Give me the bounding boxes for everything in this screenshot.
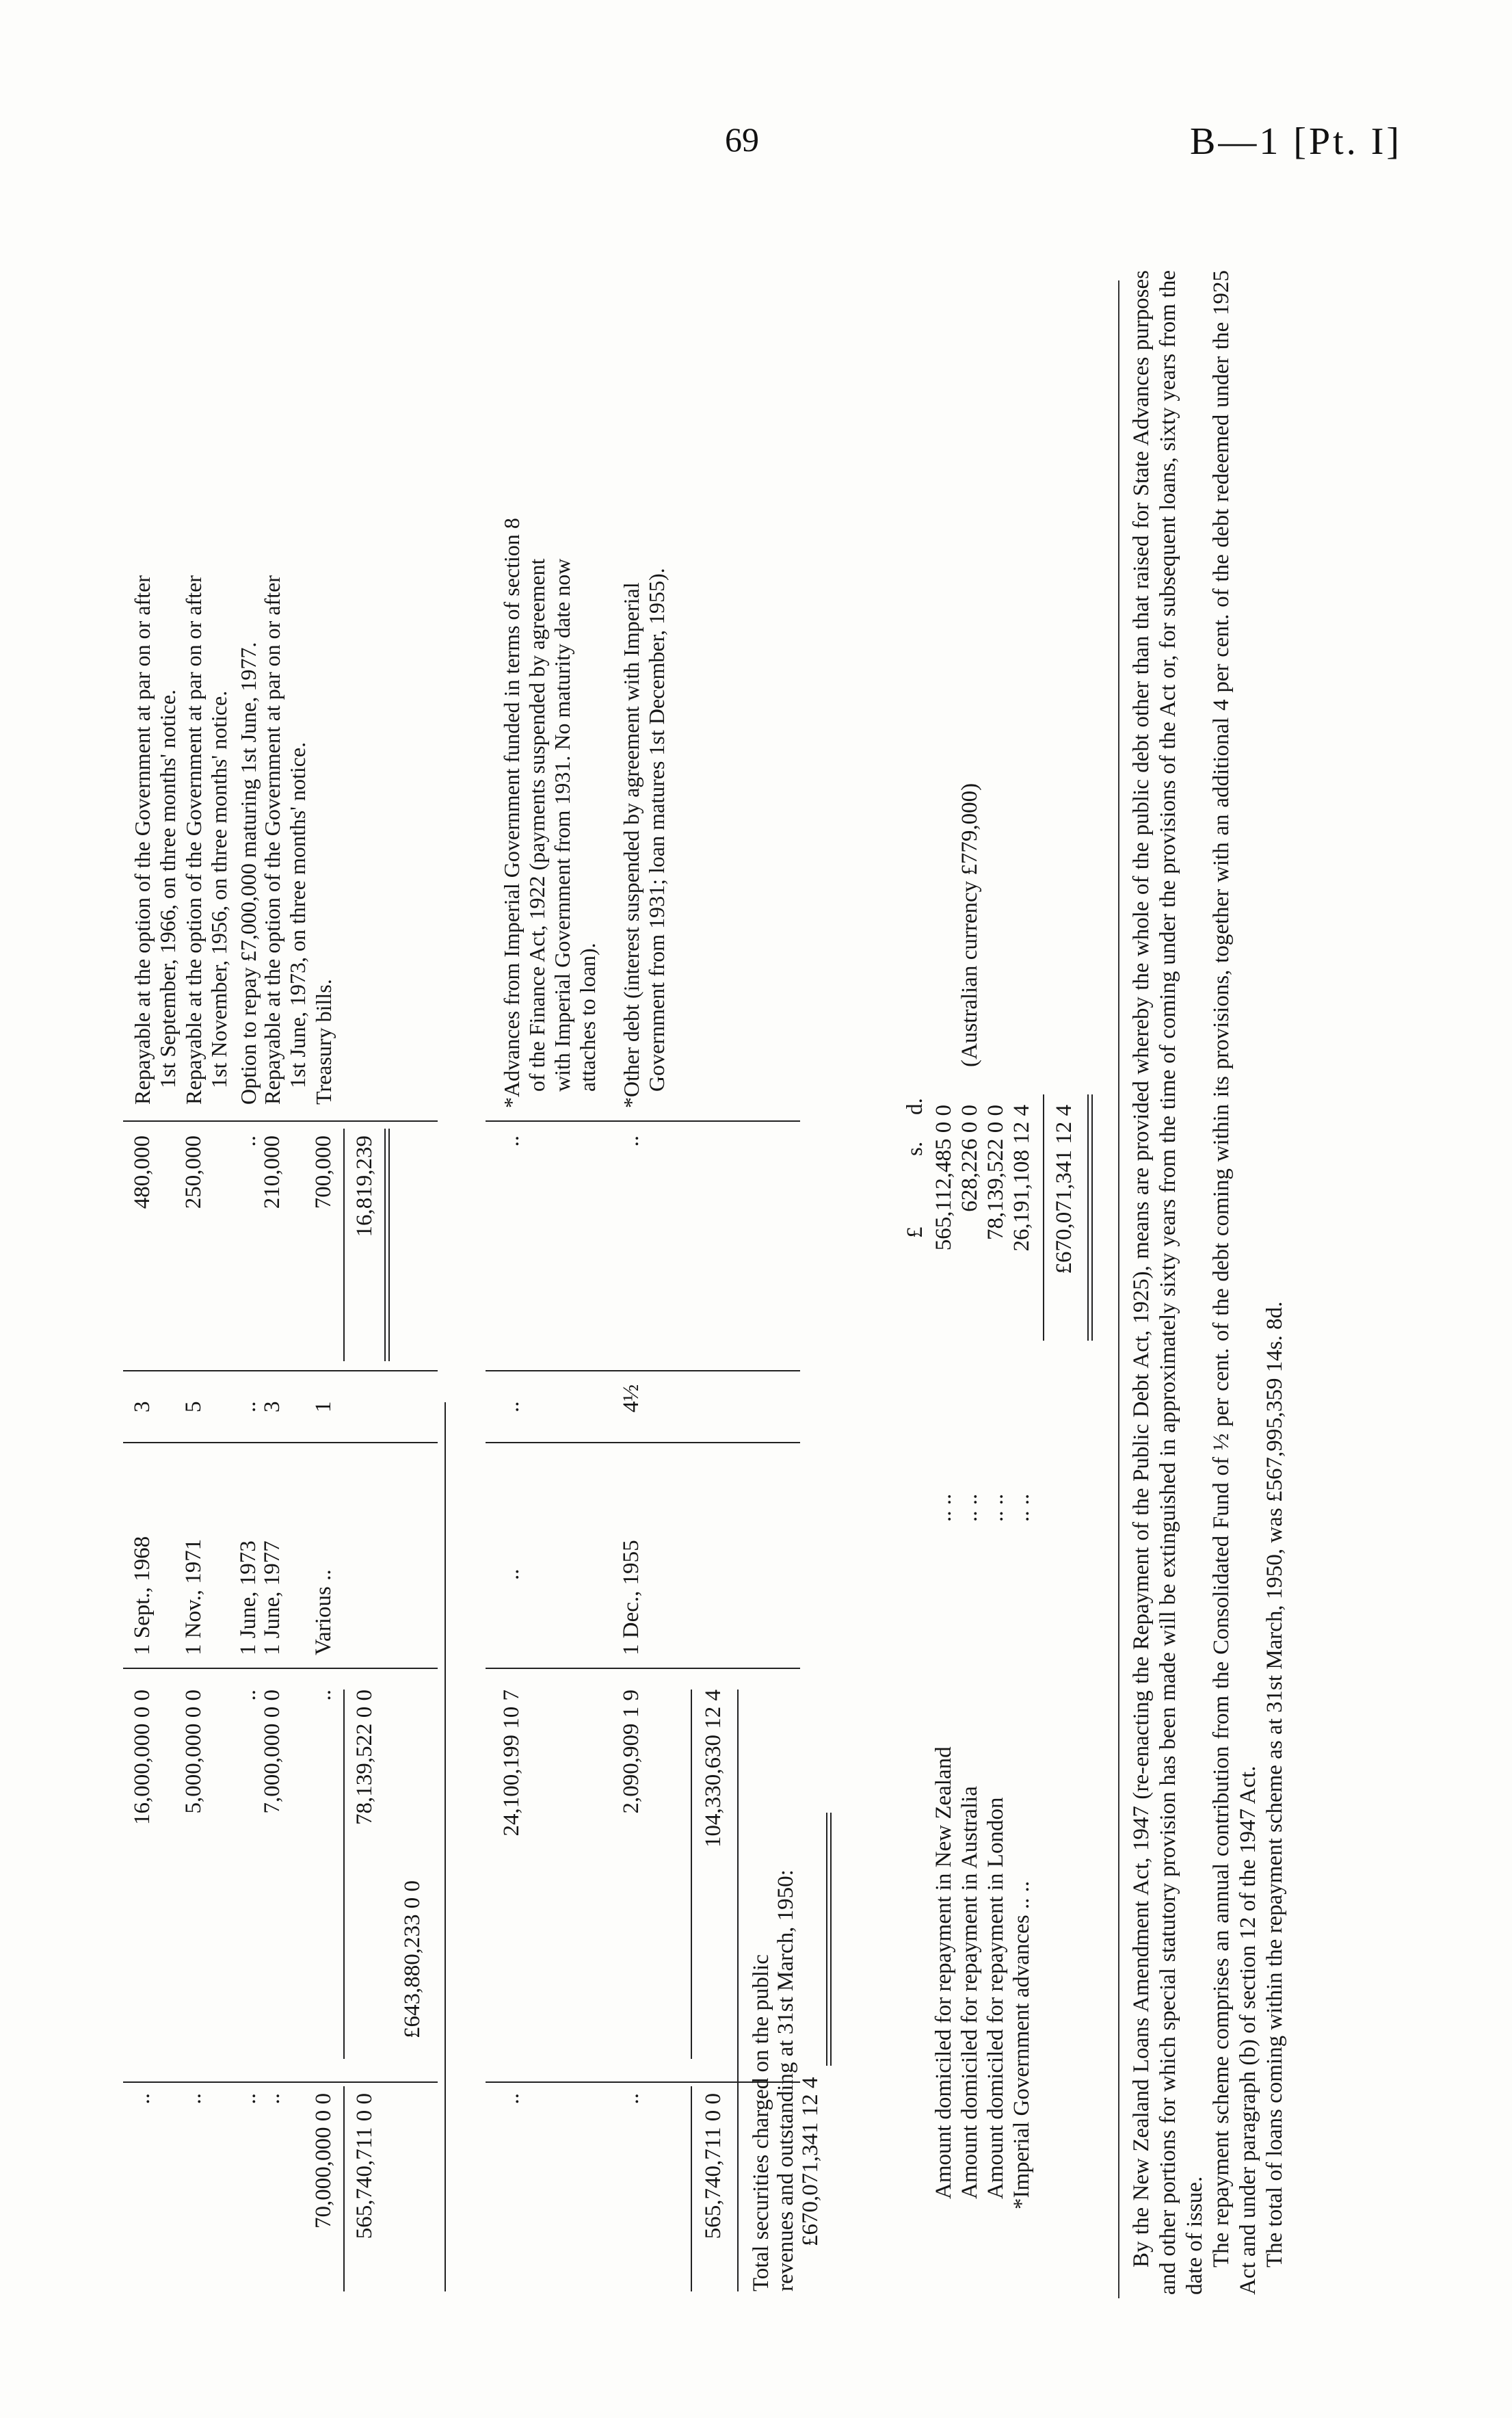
rule xyxy=(826,1813,827,2066)
rule xyxy=(830,1813,832,2066)
rule xyxy=(1087,1094,1089,1341)
column-rule xyxy=(123,1668,438,1669)
rotated-content: .. 16,000,000 0 0 1 Sept., 1968 3 480,000 Repayable at the option of the Government at par on or after 1st September, 1966, on three months' notice. .. 5,000,000 0 0 1 Nov., 1971 5 250,000 Repayable at the option of the Government at par on or after 1st November, 1956, on three months' notice. .. .. 1 June, 1973 .. .. Option to repay £7,000,000 maturing 1st June, 1977. .. 7,000,000 0 0 1 June, 1977 3 210,000 Repayable at the option of the Government at par on or after 1st June, 1973, on three months' notice. 70,000,000 0 0 .. Various .. 1 700,000 Treasury bills. 565,740,711 0 0 78,139,522 0 0 16,819,239 £643,880,233 0 0 .. 24,100,199 10 7 .. .. .. *Advances from Imperial Government funded in terms of section 8 of the Finance Act, 1922 (payments suspended by agreement with Imperial Government from 1931. No maturity date now attaches to loan). .. 2,090,909 1 9 1 Dec., 1955 4½ .. *Other debt (interest suspended by agreement with Imperial Government from 1931; loan matures 1st December, 1955). 565,740,711 0 0 104,330,630 12 4 Total securities charged on the public revenues and outstanding at 31st March, 1950: £670,071,341 12 4 £ s. d. Amount domiciled for repayment in New Zealand .. .. 565,112,485 0 0 Amount domiciled for repayment in Australia .. .. 628,226 0 0 (Australian currency £779,000) Amount domiciled for repayment in London .. .. 78,139,522 0 0 *Imperial Government advances .. .. .. .. 26,191,108 12 4 £670,071,341 12 4 By the New Zealand Loans Amendment Act, 1947 (re-enacting the Repayment of the Public Debt Act, 1925), means are provided whereby the whole of the public debt other than that raised for State Advances purposes and other portions for which special statutory provision has been made will be extinguished in approximately sixty years from the time of coming under the provisions of the Act or, for subsequent loans, sixty years from the date of issue. The repayment scheme comprises an annual contribution from the Consolidated Fund of ½ per cent. of the debt coming within its provisions, together with an additional 4 per cent. of the debt redeemed under the 1925 Act and under paragraph (b) of section 12 of the 1947 Act. The total of loans coming within the repayment scheme as at 31st March, 1950, was £567,995,359 14s. 8d. xyxy=(89,192,1457,2360)
column-rule xyxy=(123,1442,438,1443)
paragraph: The total of loans coming within the repayment scheme as at 31st March, 1950, was £567,995,359 14s. 8d. xyxy=(1262,1301,1287,2268)
rule xyxy=(388,1129,390,1361)
rule xyxy=(343,2086,345,2291)
rule xyxy=(691,2086,692,2291)
rule xyxy=(1043,1094,1044,1341)
rule xyxy=(343,1690,345,2059)
rule xyxy=(737,1690,739,2291)
summary-total: £670,071,341 12 4 xyxy=(1052,1105,1076,1274)
column-rule xyxy=(123,2081,438,2083)
rule xyxy=(691,1690,692,2059)
column-rule xyxy=(486,1120,800,1122)
page-number: 69 xyxy=(725,120,759,159)
rule xyxy=(343,1129,345,1361)
paragraph: The repayment scheme comprises an annual contribution from the Consolidated Fund of ½ per cent. of the debt coming within its provisions, together with an additional 4 per cent. of the debt redeemed under the 1925 Act and under paragraph (b) of section 12 of the 1947 Act. xyxy=(1209,270,1260,2295)
explanatory-text xyxy=(1128,270,1288,2295)
column-rule xyxy=(486,1370,800,1371)
rule xyxy=(1118,280,1119,2298)
column-rule xyxy=(123,1120,438,1122)
column-rule xyxy=(486,1668,800,1669)
rule xyxy=(445,1402,446,2291)
rule xyxy=(384,1129,386,1361)
combined-total: £643,880,233 0 0 xyxy=(400,1880,425,2038)
document-reference: B—1 [Pt. I] xyxy=(1190,120,1402,163)
total-note: Total securities charged on the public revenues and outstanding at 31st March, 1950: £670,071,341 12 4 xyxy=(749,1869,823,2291)
paragraph: By the New Zealand Loans Amendment Act, 1947 (re-enacting the Repayment of the Public Debt Act, 1925), means are provided whereby the whole of the public debt other than that raised for State Advances purposes and other portions for which special statutory provision has been made will be extinguished in approximately sixty years from the time of coming under the provisions of the Act or, for subsequent loans, sixty years from the date of issue. xyxy=(1129,270,1207,2295)
column-rule xyxy=(123,1370,438,1371)
column-rule xyxy=(486,1442,800,1443)
rule xyxy=(1091,1094,1093,1341)
